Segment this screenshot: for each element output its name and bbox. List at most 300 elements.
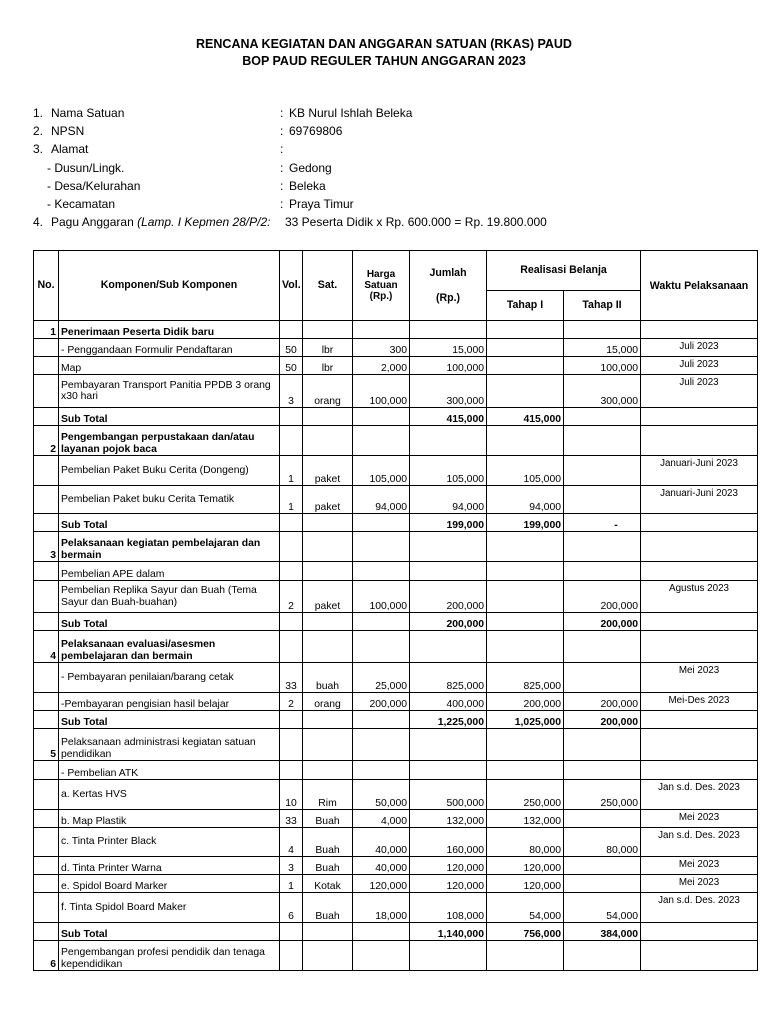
table-row [34, 663, 758, 693]
item-waktu: Mei-Des 2023 [641, 693, 758, 711]
empty-cell [303, 514, 353, 532]
item-unit: paket [303, 581, 353, 613]
empty-cell [303, 711, 353, 729]
empty-cell [353, 532, 410, 562]
empty-cell [487, 631, 564, 663]
item-jumlah: 100,000 [410, 357, 487, 375]
item-unit: Rim [303, 780, 353, 810]
item-waktu: Jan s.d. Des. 2023 [641, 828, 758, 857]
info-row [33, 104, 753, 122]
subtotal-tahap-1: 199,000 [487, 514, 564, 532]
empty-cell [641, 729, 758, 761]
item-jumlah: 120,000 [410, 857, 487, 875]
header-waktu-pelaksanaan: Waktu Pelaksanaan [641, 251, 758, 321]
item-tahap-2: 15,000 [564, 339, 641, 357]
item-component: c. Tinta Printer Black [59, 828, 280, 857]
table-row [34, 581, 758, 613]
item-volume: 3 [280, 375, 303, 408]
item-harga-satuan: 94,000 [353, 486, 410, 514]
document-title: RENCANA KEGIATAN DAN ANGGARAN SATUAN (RKAS) PAUD [196, 37, 572, 51]
empty-cell [280, 514, 303, 532]
empty-cell [34, 875, 59, 893]
item-harga-satuan: 120,000 [353, 875, 410, 893]
item-component: Pembelian Paket Buku Cerita (Dongeng) [59, 456, 280, 486]
empty-cell [353, 613, 410, 631]
item-tahap-1: 120,000 [487, 857, 564, 875]
empty-cell [487, 426, 564, 456]
item-tahap-2 [564, 486, 641, 514]
item-harga-satuan: 40,000 [353, 857, 410, 875]
empty-cell [564, 532, 641, 562]
empty-cell [280, 321, 303, 339]
item-jumlah: 120,000 [410, 875, 487, 893]
table-row [34, 562, 758, 581]
item-waktu: Juli 2023 [641, 357, 758, 375]
item-harga-satuan: 25,000 [353, 663, 410, 693]
item-volume: 2 [280, 693, 303, 711]
subtotal-tahap-1 [487, 613, 564, 631]
item-volume: 4 [280, 828, 303, 857]
item-tahap-1: 94,000 [487, 486, 564, 514]
subtotal-tahap-2: 384,000 [564, 923, 641, 941]
item-jumlah: 160,000 [410, 828, 487, 857]
header-vol: Vol. [280, 251, 303, 321]
subtotal-waktu [641, 613, 758, 631]
info-label-text: Alamat [51, 142, 89, 157]
empty-cell [564, 321, 641, 339]
item-unit: Buah [303, 810, 353, 828]
item-volume [280, 562, 303, 581]
item-jumlah: 132,000 [410, 810, 487, 828]
header-komponen: Komponen/Sub Komponen [59, 251, 280, 321]
empty-cell [34, 613, 59, 631]
item-harga-satuan [353, 761, 410, 780]
table-row [34, 761, 758, 780]
item-unit: lbr [303, 357, 353, 375]
empty-cell [410, 321, 487, 339]
info-label-text: Pagu Anggaran [51, 215, 138, 230]
table-row [34, 456, 758, 486]
section-number: 6 [34, 941, 59, 971]
item-tahap-2: 100,000 [564, 357, 641, 375]
section-title: Pelaksanaan administrasi kegiatan satuan pendidikan [59, 729, 280, 761]
item-waktu: Juli 2023 [641, 375, 758, 408]
empty-cell [564, 729, 641, 761]
section-number: 4 [34, 631, 59, 663]
item-jumlah: 500,000 [410, 780, 487, 810]
empty-cell [34, 893, 59, 923]
empty-cell [353, 514, 410, 532]
item-waktu: Mei 2023 [641, 875, 758, 893]
item-tahap-1 [487, 375, 564, 408]
empty-cell [280, 923, 303, 941]
empty-cell [34, 486, 59, 514]
item-unit [303, 761, 353, 780]
item-unit: Buah [303, 828, 353, 857]
subtotal-tahap-2: 200,000 [564, 613, 641, 631]
item-component: Pembayaran Transport Panitia PPDB 3 orang x30 hari [59, 375, 280, 408]
section-title: Penerimaan Peserta Didik baru [59, 321, 280, 339]
item-tahap-2 [564, 857, 641, 875]
section-title: Pelaksanaan evaluasi/asesmen pembelajaran dan bermain [59, 631, 280, 663]
item-waktu: Jan s.d. Des. 2023 [641, 780, 758, 810]
info-value: Praya Timur [289, 196, 354, 211]
item-tahap-2 [564, 456, 641, 486]
item-volume: 33 [280, 663, 303, 693]
empty-cell [280, 711, 303, 729]
item-volume [280, 761, 303, 780]
item-tahap-2 [564, 663, 641, 693]
info-value: KB Nurul Ishlah Beleka [289, 106, 413, 120]
item-tahap-1 [487, 581, 564, 613]
item-jumlah: 825,000 [410, 663, 487, 693]
item-harga-satuan: 200,000 [353, 693, 410, 711]
subtotal-waktu [641, 711, 758, 729]
empty-cell [34, 857, 59, 875]
subtotal-waktu [641, 514, 758, 532]
item-component: d. Tinta Printer Warna [59, 857, 280, 875]
empty-cell [353, 408, 410, 426]
item-harga-satuan: 2,000 [353, 357, 410, 375]
item-component: b. Map Plastik [59, 810, 280, 828]
item-waktu: Mei 2023 [641, 663, 758, 693]
info-colon: : [280, 124, 284, 139]
item-unit: lbr [303, 339, 353, 357]
subtotal-jumlah: 1,225,000 [410, 711, 487, 729]
item-component: Map [59, 357, 280, 375]
empty-cell [410, 532, 487, 562]
subtotal-tahap-1: 415,000 [487, 408, 564, 426]
subtotal-jumlah: 200,000 [410, 613, 487, 631]
info-row [33, 195, 753, 213]
table-row [34, 810, 758, 828]
empty-cell [410, 631, 487, 663]
empty-cell [34, 339, 59, 357]
section-row [34, 321, 758, 339]
item-harga-satuan [353, 562, 410, 581]
empty-cell [564, 426, 641, 456]
subtotal-tahap-2: - [564, 514, 641, 532]
empty-cell [641, 532, 758, 562]
empty-cell [410, 729, 487, 761]
item-volume: 50 [280, 357, 303, 375]
info-label [51, 122, 84, 140]
item-tahap-2 [564, 761, 641, 780]
subtotal-row [34, 514, 758, 532]
item-volume: 1 [280, 875, 303, 893]
info-label [51, 140, 88, 158]
header-tahap-2: Tahap II [564, 291, 641, 321]
item-component: Pembelian Paket buku Cerita Tematik [59, 486, 280, 514]
subtotal-row [34, 711, 758, 729]
empty-cell [34, 514, 59, 532]
item-component: Pembelian APE dalam [59, 562, 280, 581]
empty-cell [34, 581, 59, 613]
item-harga-satuan: 50,000 [353, 780, 410, 810]
info-number: 1. [33, 106, 44, 120]
section-number: 1 [34, 321, 59, 339]
item-tahap-1 [487, 339, 564, 357]
section-row [34, 941, 758, 971]
empty-cell [487, 941, 564, 971]
item-harga-satuan: 18,000 [353, 893, 410, 923]
subtotal-tahap-2 [564, 408, 641, 426]
header-jumlah-unit: (Rp.) [435, 291, 461, 304]
item-component: - Pembelian ATK [59, 761, 280, 780]
empty-cell [564, 631, 641, 663]
section-number: 2 [34, 426, 59, 456]
info-row [33, 122, 753, 140]
header-tahap-1: Tahap I [487, 291, 564, 321]
empty-cell [303, 923, 353, 941]
item-waktu: Jan s.d. Des. 2023 [641, 893, 758, 923]
empty-cell [34, 828, 59, 857]
empty-cell [353, 631, 410, 663]
item-volume: 1 [280, 456, 303, 486]
item-jumlah: 105,000 [410, 456, 487, 486]
item-volume: 10 [280, 780, 303, 810]
subtotal-jumlah: 199,000 [410, 514, 487, 532]
item-tahap-1: 80,000 [487, 828, 564, 857]
empty-cell [280, 532, 303, 562]
table-row [34, 375, 758, 408]
empty-cell [353, 941, 410, 971]
empty-cell [410, 426, 487, 456]
section-row [34, 532, 758, 562]
info-colon: : [280, 106, 284, 120]
item-tahap-1 [487, 761, 564, 780]
info-label-note: (Lamp. I Kepmen 28/P/2: [137, 215, 271, 230]
item-volume: 1 [280, 486, 303, 514]
info-label-text: - Dusun/Lingk. [47, 160, 125, 175]
empty-cell [303, 613, 353, 631]
table-row [34, 486, 758, 514]
header-harga-satuan: Harga Satuan (Rp.) [353, 251, 410, 321]
item-harga-satuan: 300 [353, 339, 410, 357]
item-tahap-2 [564, 875, 641, 893]
empty-cell [280, 408, 303, 426]
item-waktu [641, 562, 758, 581]
item-tahap-2: 300,000 [564, 375, 641, 408]
empty-cell [303, 532, 353, 562]
info-label-text: - Desa/Kelurahan [47, 178, 141, 193]
item-component: -Pembayaran pengisian hasil belajar [59, 693, 280, 711]
item-component: - Pembayaran penilaian/barang cetak [59, 663, 280, 693]
info-value: Beleka [289, 178, 326, 193]
empty-cell [303, 631, 353, 663]
item-tahap-1: 120,000 [487, 875, 564, 893]
header-realisasi-belanja: Realisasi Belanja [487, 251, 641, 291]
subtotal-tahap-1: 756,000 [487, 923, 564, 941]
item-volume: 50 [280, 339, 303, 357]
empty-cell [280, 426, 303, 456]
info-label-text: - Kecamatan [47, 196, 116, 211]
item-volume: 6 [280, 893, 303, 923]
item-tahap-2: 250,000 [564, 780, 641, 810]
item-waktu: Januari-Juni 2023 [641, 486, 758, 514]
section-number: 5 [34, 729, 59, 761]
info-label [47, 177, 140, 195]
info-row [33, 140, 753, 158]
subtotal-label: Sub Total [59, 711, 280, 729]
empty-cell [353, 426, 410, 456]
empty-cell [410, 941, 487, 971]
item-tahap-2: 200,000 [564, 693, 641, 711]
empty-cell [641, 941, 758, 971]
section-row [34, 729, 758, 761]
item-harga-satuan: 40,000 [353, 828, 410, 857]
info-label-text: NPSN [51, 124, 85, 139]
item-unit: buah [303, 663, 353, 693]
item-waktu: Juli 2023 [641, 339, 758, 357]
item-tahap-1: 54,000 [487, 893, 564, 923]
item-harga-satuan: 4,000 [353, 810, 410, 828]
item-tahap-2 [564, 562, 641, 581]
item-volume: 2 [280, 581, 303, 613]
empty-cell [487, 532, 564, 562]
item-volume: 33 [280, 810, 303, 828]
item-component: f. Tinta Spidol Board Maker [59, 893, 280, 923]
table-header-row [34, 251, 758, 291]
identity-section [33, 104, 753, 231]
empty-cell [34, 408, 59, 426]
empty-cell [34, 711, 59, 729]
item-tahap-1 [487, 562, 564, 581]
item-waktu: Mei 2023 [641, 810, 758, 828]
empty-cell [641, 321, 758, 339]
table-row [34, 693, 758, 711]
item-component: - Penggandaan Formulir Pendaftaran [59, 339, 280, 357]
info-colon: : [280, 196, 284, 211]
info-number: 3. [33, 142, 44, 157]
header-no: No. [34, 251, 59, 321]
item-tahap-2: 200,000 [564, 581, 641, 613]
budget-table-body [34, 321, 758, 971]
item-tahap-1: 250,000 [487, 780, 564, 810]
item-unit: Kotak [303, 875, 353, 893]
item-tahap-1: 132,000 [487, 810, 564, 828]
info-colon: : [280, 160, 284, 175]
header-jumlah-label: Jumlah [429, 266, 467, 279]
item-component: e. Spidol Board Marker [59, 875, 280, 893]
table-row [34, 357, 758, 375]
item-harga-satuan: 100,000 [353, 581, 410, 613]
empty-cell [34, 693, 59, 711]
item-waktu: Agustus 2023 [641, 581, 758, 613]
empty-cell [641, 426, 758, 456]
info-row [33, 177, 753, 195]
item-jumlah: 200,000 [410, 581, 487, 613]
item-unit: orang [303, 375, 353, 408]
subtotal-label: Sub Total [59, 613, 280, 631]
item-tahap-1: 200,000 [487, 693, 564, 711]
item-component: a. Kertas HVS [59, 780, 280, 810]
item-waktu [641, 761, 758, 780]
info-value: 33 Peserta Didik x Rp. 600.000 = Rp. 19.800.000 [285, 215, 547, 230]
item-jumlah: 15,000 [410, 339, 487, 357]
empty-cell [303, 408, 353, 426]
table-row [34, 339, 758, 357]
header-sat: Sat. [303, 251, 353, 321]
item-tahap-2: 54,000 [564, 893, 641, 923]
info-colon: : [280, 178, 284, 193]
subtotal-waktu [641, 923, 758, 941]
item-jumlah: 94,000 [410, 486, 487, 514]
info-label [51, 104, 124, 122]
item-jumlah [410, 562, 487, 581]
empty-cell [34, 456, 59, 486]
item-unit: Buah [303, 857, 353, 875]
empty-cell [564, 941, 641, 971]
info-label [47, 195, 115, 213]
empty-cell [487, 321, 564, 339]
empty-cell [34, 562, 59, 581]
info-row [33, 159, 753, 177]
info-number: 4. [33, 215, 44, 230]
empty-cell [34, 810, 59, 828]
subtotal-label: Sub Total [59, 408, 280, 426]
subtotal-jumlah: 415,000 [410, 408, 487, 426]
empty-cell [280, 729, 303, 761]
section-number: 3 [34, 532, 59, 562]
item-tahap-2: 80,000 [564, 828, 641, 857]
empty-cell [303, 941, 353, 971]
subtotal-waktu [641, 408, 758, 426]
empty-cell [34, 923, 59, 941]
info-label [51, 213, 270, 231]
item-waktu: Mei 2023 [641, 857, 758, 875]
item-volume: 3 [280, 857, 303, 875]
item-tahap-1: 825,000 [487, 663, 564, 693]
section-title: Pengembangan perpustakaan dan/atau layanan pojok baca [59, 426, 280, 456]
subtotal-label: Sub Total [59, 514, 280, 532]
empty-cell [280, 631, 303, 663]
item-unit: orang [303, 693, 353, 711]
empty-cell [34, 780, 59, 810]
section-row [34, 631, 758, 663]
empty-cell [303, 426, 353, 456]
table-row [34, 893, 758, 923]
empty-cell [353, 729, 410, 761]
item-harga-satuan: 100,000 [353, 375, 410, 408]
item-unit [303, 562, 353, 581]
item-waktu: Januari-Juni 2023 [641, 456, 758, 486]
subtotal-row [34, 613, 758, 631]
empty-cell [34, 375, 59, 408]
item-jumlah [410, 761, 487, 780]
empty-cell [641, 631, 758, 663]
info-value: Gedong [289, 160, 332, 175]
table-row [34, 780, 758, 810]
subtotal-label: Sub Total [59, 923, 280, 941]
subtotal-row [34, 408, 758, 426]
empty-cell [280, 613, 303, 631]
item-unit: paket [303, 486, 353, 514]
section-row [34, 426, 758, 456]
empty-cell [353, 923, 410, 941]
item-unit: paket [303, 456, 353, 486]
info-label-text: Nama Satuan [51, 106, 125, 120]
subtotal-tahap-1: 1,025,000 [487, 711, 564, 729]
item-unit: Buah [303, 893, 353, 923]
item-component: Pembelian Replika Sayur dan Buah (Tema Sayur dan Buah-buahan) [59, 581, 280, 613]
item-tahap-2 [564, 810, 641, 828]
empty-cell [34, 663, 59, 693]
subtotal-row [34, 923, 758, 941]
item-jumlah: 108,000 [410, 893, 487, 923]
header-jumlah [410, 251, 487, 321]
document-subtitle: BOP PAUD REGULER TAHUN ANGGARAN 2023 [242, 54, 526, 68]
